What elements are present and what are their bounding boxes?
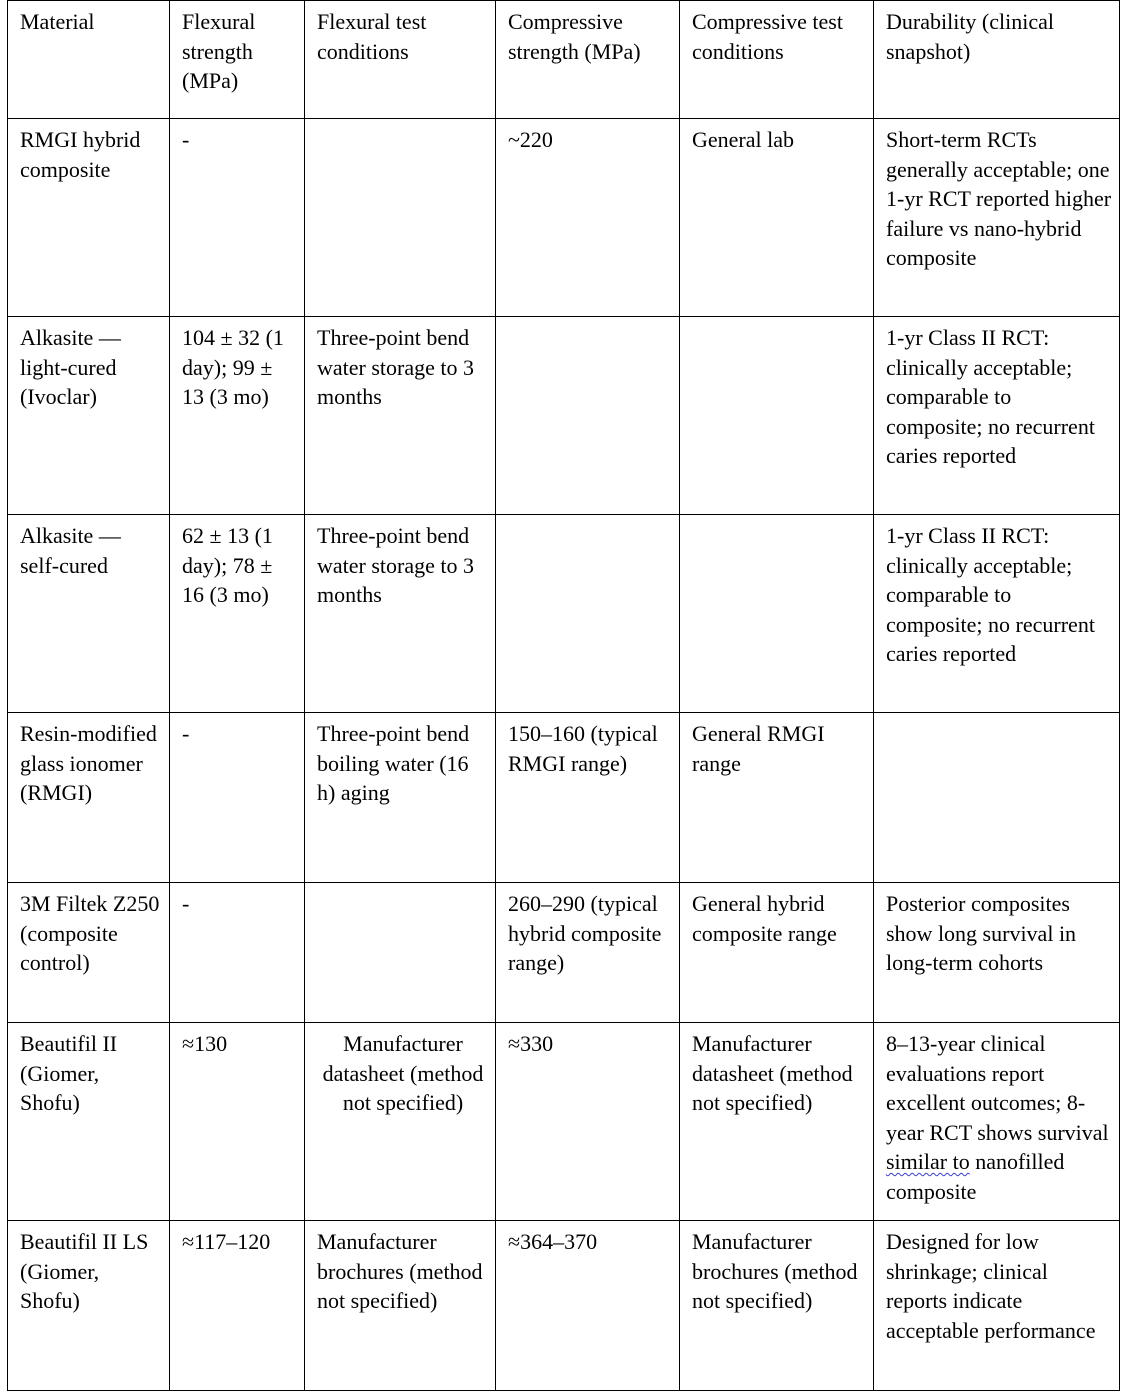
cell-flexural-conditions: Three-point bend boiling water (16 h) aging [305, 713, 496, 883]
table-row [8, 515, 1120, 713]
cell-compressive-strength: ≈364–370 [496, 1221, 680, 1391]
cell-material: Resin-modified glass ionomer (RMGI) [8, 713, 170, 883]
cell-material: Alkasite — self-cured [8, 515, 170, 713]
cell-flexural-strength: 62 ± 13 (1 day); 78 ± 16 (3 mo) [170, 515, 305, 713]
header-row [8, 1, 1120, 119]
cell-compressive-conditions: General hybrid composite range [680, 883, 874, 1023]
header-compressive-conditions: Compressive test conditions [680, 1, 874, 119]
cell-compressive-conditions: General lab [680, 119, 874, 317]
table-row [8, 119, 1120, 317]
table-row [8, 1023, 1120, 1221]
cell-durability [874, 1023, 1120, 1221]
durability-text: 8–13-year clinical evaluations report excellent outcomes; 8-year RCT shows survival [886, 1031, 1109, 1145]
cell-compressive-conditions [680, 317, 874, 515]
cell-flexural-conditions [305, 119, 496, 317]
cell-durability: 1-yr Class II RCT: clinically acceptable; comparable to composite; no recurrent caries reported [874, 515, 1120, 713]
header-compressive-strength: Compressive strength (MPa) [496, 1, 680, 119]
materials-table [7, 0, 1120, 1391]
cell-durability: Short-term RCTs generally acceptable; one 1-yr RCT reported higher failure vs nano-hybrid composite [874, 119, 1120, 317]
cell-compressive-strength [496, 515, 680, 713]
cell-durability: 1-yr Class II RCT: clinically acceptable; comparable to composite; no recurrent caries reported [874, 317, 1120, 515]
table-row [8, 317, 1120, 515]
cell-flexural-strength: ≈130 [170, 1023, 305, 1221]
cell-compressive-conditions [680, 515, 874, 713]
cell-durability: Designed for low shrinkage; clinical reports indicate acceptable performance [874, 1221, 1120, 1391]
cell-compressive-strength: ~220 [496, 119, 680, 317]
cell-durability: Posterior composites show long survival in long-term cohorts [874, 883, 1120, 1023]
header-durability: Durability (clinical snapshot) [874, 1, 1120, 119]
cell-flexural-strength: ≈117–120 [170, 1221, 305, 1391]
header-material: Material [8, 1, 170, 119]
header-flexural-conditions: Flexural test conditions [305, 1, 496, 119]
cell-flexural-conditions: Three-point bend water storage to 3 months [305, 515, 496, 713]
grammar-flagged-text: similar to [886, 1149, 970, 1174]
cell-material: Alkasite — light-cured (Ivoclar) [8, 317, 170, 515]
cell-material: Beautifil II LS (Giomer, Shofu) [8, 1221, 170, 1391]
cell-flexural-conditions [305, 883, 496, 1023]
table-row [8, 1221, 1120, 1391]
cell-durability [874, 713, 1120, 883]
cell-compressive-conditions: Manufacturer brochures (method not specified) [680, 1221, 874, 1391]
cell-flexural-strength: - [170, 119, 305, 317]
cell-compressive-conditions: Manufacturer datasheet (method not specified) [680, 1023, 874, 1221]
cell-flexural-strength: - [170, 883, 305, 1023]
cell-compressive-strength [496, 317, 680, 515]
cell-material: Beautifil II (Giomer, Shofu) [8, 1023, 170, 1221]
table-row [8, 713, 1120, 883]
cell-compressive-strength: ≈330 [496, 1023, 680, 1221]
cell-flexural-conditions: Manufacturer datasheet (method not specified) [305, 1023, 496, 1221]
cell-compressive-strength: 150–160 (typical RMGI range) [496, 713, 680, 883]
header-flexural-strength: Flexural strength (MPa) [170, 1, 305, 119]
cell-compressive-conditions: General RMGI range [680, 713, 874, 883]
cell-flexural-strength: - [170, 713, 305, 883]
table-row [8, 883, 1120, 1023]
cell-material: RMGI hybrid composite [8, 119, 170, 317]
cell-flexural-conditions: Manufacturer brochures (method not specified) [305, 1221, 496, 1391]
cell-flexural-strength: 104 ± 32 (1 day); 99 ± 13 (3 mo) [170, 317, 305, 515]
cell-material: 3M Filtek Z250 (composite control) [8, 883, 170, 1023]
cell-compressive-strength: 260–290 (typical hybrid composite range) [496, 883, 680, 1023]
cell-flexural-conditions: Three-point bend water storage to 3 months [305, 317, 496, 515]
durability-text: nanofilled composite [886, 1149, 1065, 1204]
